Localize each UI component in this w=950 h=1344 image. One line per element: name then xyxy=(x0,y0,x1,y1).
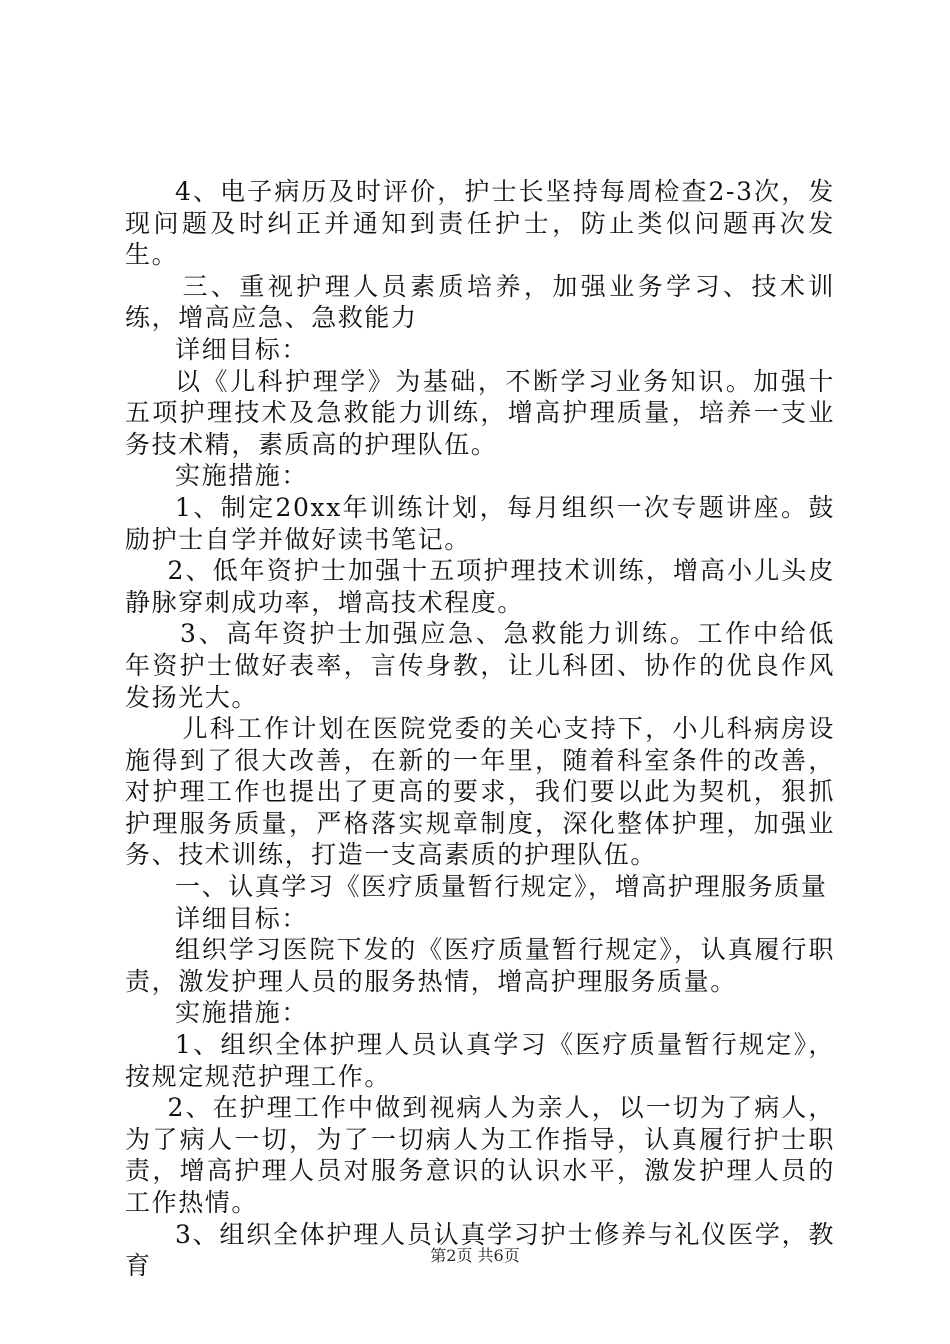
paragraph-9: 儿科工作计划在医院党委的关心支持下，小儿科病房设施得到了很大改善，在新的一年里，随着科室条件的改善，对护理工作也提出了更高的要求，我们要以此为契机，狠抓护理服务质量，严格落实规章制度，深化整体护理，加强业务、技术训练，打造一支高素质的护理队伍。 xyxy=(125,714,835,870)
document-body xyxy=(125,176,835,1282)
paragraph-8: 3、高年资护士加强应急、急救能力训练。工作中给低年资护士做好表率，言传身教，让儿科团、协作的优良作风发扬光大。 xyxy=(125,619,835,712)
paragraph-13: 实施措施： xyxy=(175,998,309,1028)
paragraph-10: 一、认真学习《医疗质量暂行规定》，增高护理服务质量 xyxy=(175,872,828,902)
paragraph-6: 1、制定20xx年训练计划，每月组织一次专题讲座。鼓励护士自学并做好读书笔记。 xyxy=(125,492,835,554)
paragraph-14: 1、组织全体护理人员认真学习《医疗质量暂行规定》，按规定规范护理工作。 xyxy=(125,1030,835,1091)
paragraph-5: 实施措施： xyxy=(175,461,309,491)
page-number-footer: 第2页 共6页 xyxy=(430,1246,520,1265)
paragraph-2: 三、重视护理人员素质培养，加强业务学习、技术训练，增高应急、急救能力 xyxy=(125,271,835,333)
paragraph-1: 4、电子病历及时评价，护士长坚持每周检查2-3次，发现问题及时纠正并通知到责任护士，防止类似问题再次发生。 xyxy=(125,177,835,270)
paragraph-3: 详细目标： xyxy=(175,334,309,364)
paragraph-7: 2、低年资护士加强十五项护理技术训练，增高小儿头皮静脉穿刺成功率，增高技术程度。 xyxy=(125,556,835,617)
paragraph-11: 详细目标： xyxy=(175,903,309,933)
paragraph-4: 以《儿科护理学》为基础，不断学习业务知识。加强十五项护理技术及急救能力训练，增高护理质量，培养一支业务技术精，素质高的护理队伍。 xyxy=(125,366,835,459)
paragraph-16: 3、组织全体护理人员认真学习护士修养与礼仪医学，教育 xyxy=(125,1219,835,1281)
paragraph-15: 2、在护理工作中做到视病人为亲人，以一切为了病人，为了病人一切，为了一切病人为工作指导，认真履行护士职责，增高护理人员对服务意识的认识水平，激发护理人员的工作热情。 xyxy=(125,1093,835,1217)
paragraph-12: 组织学习医院下发的《医疗质量暂行规定》，认真履行职责，激发护理人员的服务热情，增高护理服务质量。 xyxy=(125,935,835,996)
